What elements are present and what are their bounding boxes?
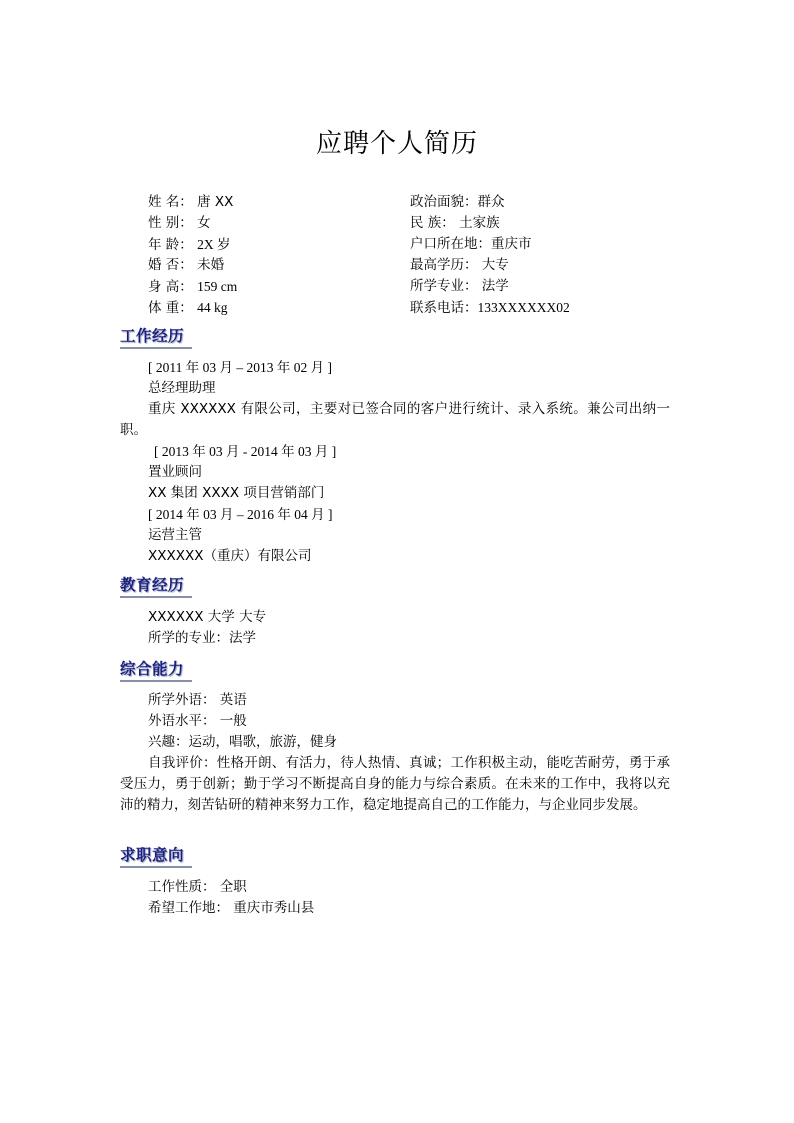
ability-self-evaluation: 自我评价：性格开朗、有活力，待人热情、真诚；工作积极主动，能吃苦耐劳，勇于承受压力，勇于创新；勤于学习不断提高自身的能力与综合素质。在未来的工作中，我将以充沛的精力，刻苦钻研的精神来努力工作，稳定地提高自己的工作能力，与企业同步发展。 bbox=[120, 755, 670, 813]
info-row bbox=[148, 213, 708, 234]
info-value: 大专 bbox=[481, 257, 509, 273]
info-row bbox=[148, 192, 708, 213]
info-value: 未婚 bbox=[197, 257, 225, 273]
info-political-status bbox=[410, 192, 505, 213]
info-phone bbox=[410, 297, 570, 318]
info-label: 政治面貌： bbox=[410, 194, 478, 210]
info-row bbox=[148, 276, 708, 297]
info-ethnicity bbox=[410, 213, 500, 234]
info-name bbox=[148, 192, 410, 213]
info-value: 土家族 bbox=[459, 215, 500, 231]
info-weight bbox=[148, 297, 410, 318]
info-label: 民 族： bbox=[410, 215, 455, 231]
info-value: 159 cm bbox=[197, 279, 238, 294]
info-age bbox=[148, 234, 410, 255]
ability-language: 所学外语： 英语 bbox=[148, 692, 247, 708]
ability-language-level: 外语水平： 一般 bbox=[148, 713, 247, 729]
abilities bbox=[120, 690, 670, 816]
info-label: 性 别： bbox=[148, 215, 193, 231]
info-hukou bbox=[410, 234, 532, 255]
info-education-level bbox=[410, 255, 509, 276]
info-value: 群众 bbox=[477, 194, 505, 210]
education bbox=[120, 607, 670, 649]
intention-location: 希望工作地： 重庆市秀山县 bbox=[148, 900, 315, 916]
intention-job-type: 工作性质： 全职 bbox=[148, 879, 247, 895]
info-label: 婚 否： bbox=[148, 257, 193, 273]
info-height bbox=[148, 276, 410, 297]
section-heading-work: 工作经历 bbox=[120, 325, 192, 349]
info-value: 女 bbox=[197, 215, 211, 231]
info-value: 2X 岁 bbox=[197, 237, 231, 252]
work-experience bbox=[120, 357, 670, 567]
work-position: 运营主管 bbox=[148, 527, 202, 543]
info-label: 联系电话： bbox=[410, 300, 478, 316]
info-label: 最高学历： bbox=[410, 257, 478, 273]
education-major: 所学的专业：法学 bbox=[148, 630, 256, 646]
info-label: 所学专业： bbox=[410, 278, 478, 294]
work-position: 置业顾问 bbox=[148, 464, 202, 480]
info-major bbox=[410, 276, 509, 297]
work-detail: XXXXXX（重庆）有限公司 bbox=[148, 548, 312, 564]
info-label: 户口所在地： bbox=[410, 236, 491, 252]
info-label: 年 龄： bbox=[148, 237, 193, 253]
info-label: 体 重： bbox=[148, 300, 193, 316]
work-period: [ 2013 年 03 月 - 2014 年 03 月 ] bbox=[154, 444, 337, 459]
info-value: 44 kg bbox=[197, 300, 228, 315]
ability-hobbies: 兴趣：运动，唱歌，旅游，健身 bbox=[148, 734, 337, 750]
section-heading-abilities: 综合能力 bbox=[120, 658, 192, 682]
info-label: 身 高： bbox=[148, 279, 193, 295]
info-value: 法学 bbox=[481, 278, 509, 294]
info-label: 姓 名： bbox=[148, 194, 193, 210]
work-period: [ 2014 年 03 月 – 2016 年 04 月 ] bbox=[148, 507, 333, 522]
education-school: XXXXXX 大学 大专 bbox=[148, 609, 267, 625]
info-row bbox=[148, 255, 708, 276]
work-detail: XX 集团 XXXX 项目营销部门 bbox=[148, 485, 325, 501]
work-detail: 重庆 XXXXXX 有限公司，主要对已签合同的客户进行统计、录入系统。兼公司出纳一职。 bbox=[120, 401, 670, 438]
personal-info bbox=[148, 192, 708, 318]
info-row bbox=[148, 234, 708, 255]
work-position: 总经理助理 bbox=[148, 380, 216, 396]
info-value: 133XXXXXX02 bbox=[477, 300, 570, 315]
info-value: 唐 XX bbox=[197, 194, 234, 210]
job-intention bbox=[120, 877, 670, 919]
section-heading-intention: 求职意向 bbox=[120, 844, 192, 868]
info-row bbox=[148, 297, 708, 318]
work-period: [ 2011 年 03 月 – 2013 年 02 月 ] bbox=[148, 360, 332, 375]
info-marital bbox=[148, 255, 410, 276]
info-gender bbox=[148, 213, 410, 234]
info-value: 重庆市 bbox=[491, 236, 532, 252]
page-title: 应聘个人简历 bbox=[315, 129, 478, 159]
section-heading-education: 教育经历 bbox=[120, 574, 192, 598]
